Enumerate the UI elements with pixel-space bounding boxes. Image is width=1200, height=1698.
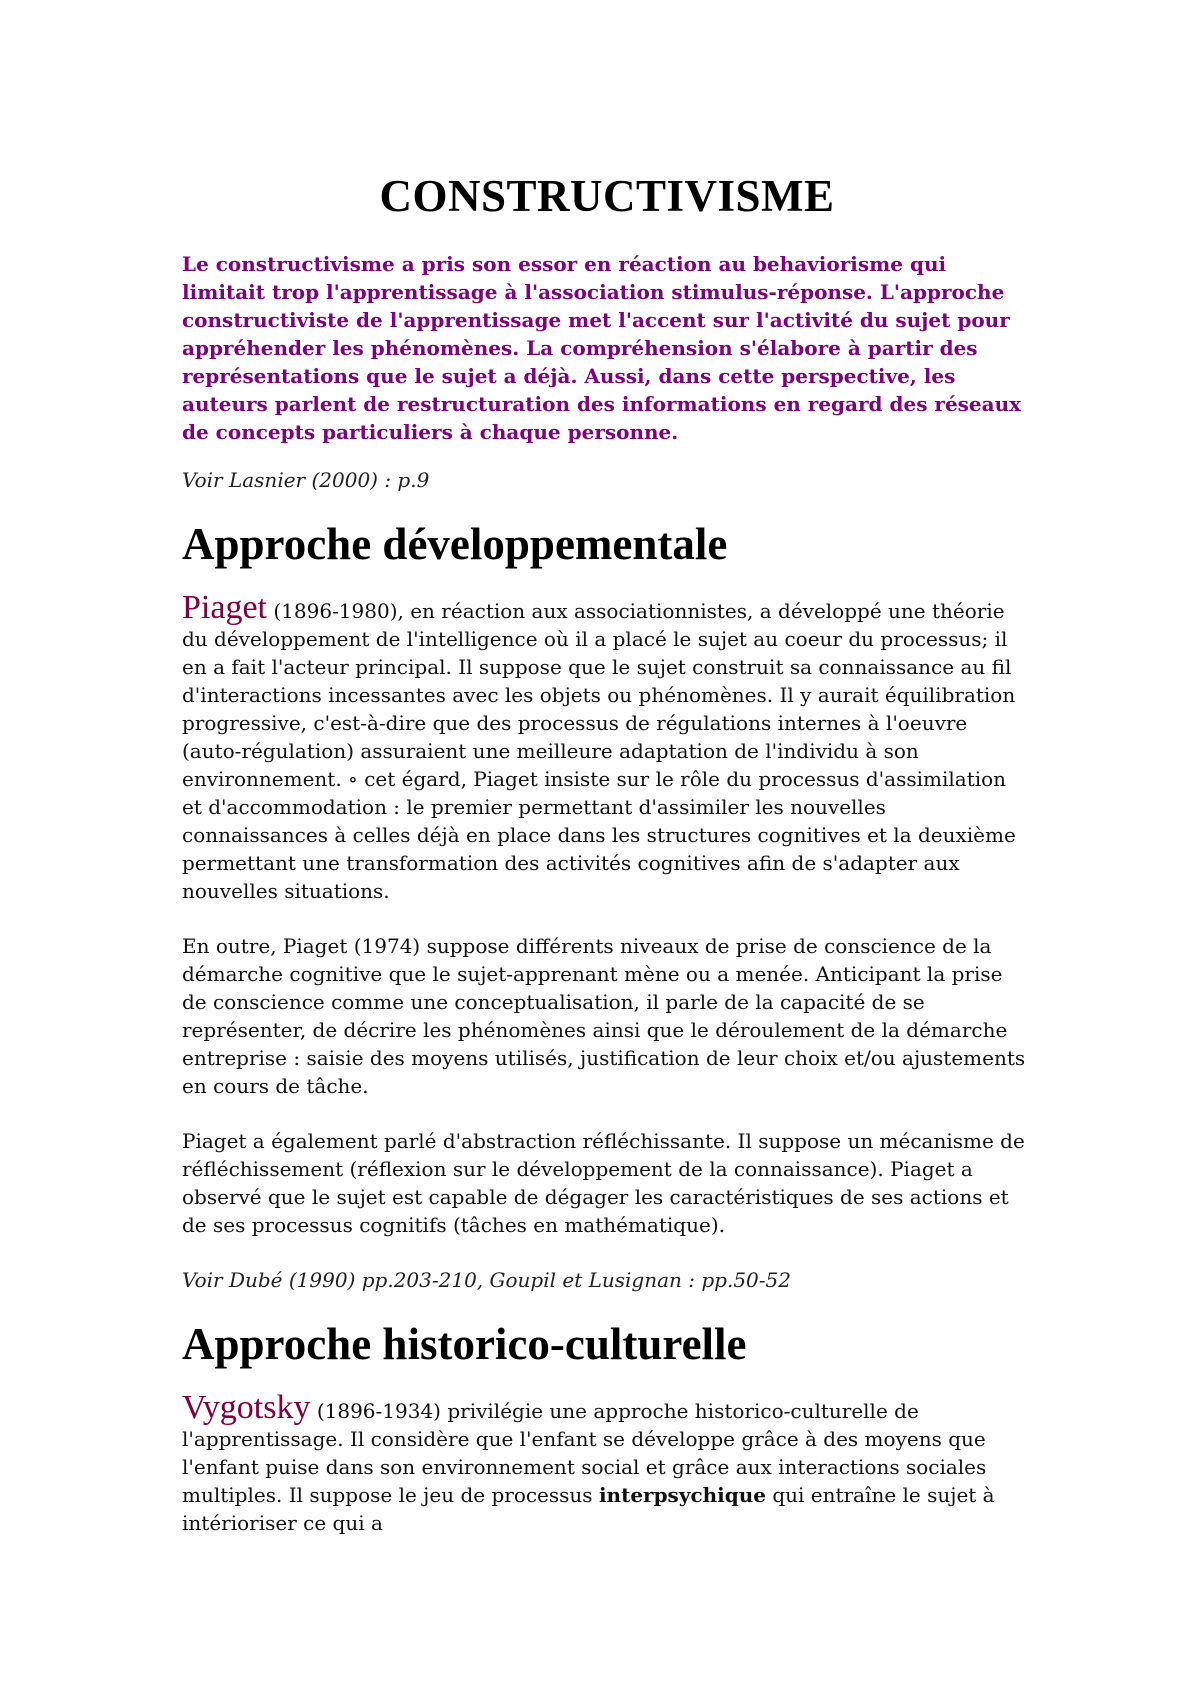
person-name-vygotsky: Vygotsky	[182, 1389, 311, 1426]
piaget-paragraph-1-text: (1896-1980), en réaction aux associationnistes, a développé une théorie du développement de l'intelligence où il a placé le sujet au coeur du processus; il en a fait l'acteur principal. Il suppose que le sujet construit sa connaissance au fil d'interactions incessantes avec les objets ou phénomènes. Il y aurait équilibration progressive, c'est-à-dire que des processus de régulations internes à l'oeuvre (auto-régulation) assuraient une meilleure adaptation de l'individu à son environnement. ∘ cet égard, Piaget insiste sur le rôle du processus d'assimilation et d'accommodation : le premier permettant d'assimiler les nouvelles connaissances à celles déjà en place dans les structures cognitives et la deuxième permettant une transformation des activités cognitives afin de s'adapter aux nouvelles situations.	[182, 599, 1016, 903]
piaget-paragraph-3: Piaget a également parlé d'abstraction réfléchissante. Il suppose un mécanisme de réfléchissement (réflexion sur le développement de la connaissance). Piaget a observé que le sujet est capable de dégager les caractéristiques de ses actions et de ses processus cognitifs (tâches en mathématique).	[182, 1129, 1025, 1237]
developpementale-reference: Voir Dubé (1990) pp.203-210, Goupil et Lusignan : pp.50-52	[182, 1268, 791, 1292]
vygotsky-paragraph-1-text: (1896-1934) privilégie une approche historico-culturelle de l'apprentissage. Il considère que l'enfant se développe grâce à des moyens que l'enfant puise dans son environnement social et grâce aux interactions sociales multiples. Il suppose le jeu de processus	[182, 1399, 987, 1507]
vygotsky-paragraph-1	[182, 1389, 1032, 1537]
intro-reference: Voir Lasnier (2000) : p.9	[182, 468, 430, 492]
document-content	[182, 168, 1032, 1564]
section-heading-developpementale: Approche développementale	[182, 519, 728, 569]
person-name-piaget: Piaget	[182, 589, 267, 626]
intro-paragraph: Le constructivisme a pris son essor en réaction au behaviorisme qui limitait trop l'apprentissage à l'association stimulus-réponse. L'approche constructiviste de l'apprentissage met l'accent sur l'activité du sujet pour appréhender les phénomènes. La compréhension s'élabore à partir des représentations que le sujet a déjà. Aussi, dans cette perspective, les auteurs parlent de restructuration des informations en regard des réseaux de concepts particuliers à chaque personne.	[182, 252, 1022, 444]
term-interpsychique: interpsychique	[598, 1483, 767, 1507]
piaget-paragraph-2: En outre, Piaget (1974) suppose différents niveaux de prise de conscience de la démarche cognitive que le sujet-apprenant mène ou a menée. Anticipant la prise de conscience comme une conceptualisation, il parle de la capacité de se représenter, de décrire les phénomènes ainsi que le déroulement de la démarche entreprise : saisie des moyens utilisés, justification de leur choix et/ou ajustements en cours de tâche.	[182, 934, 1026, 1098]
vygotsky-paragraph-1-tail: qui entraîne le sujet à intérioriser ce qui a	[182, 1483, 995, 1535]
document-title: CONSTRUCTIVISME	[379, 171, 835, 221]
piaget-paragraph-1	[182, 589, 1032, 905]
section-heading-historico-culturelle: Approche historico-culturelle	[182, 1319, 747, 1369]
